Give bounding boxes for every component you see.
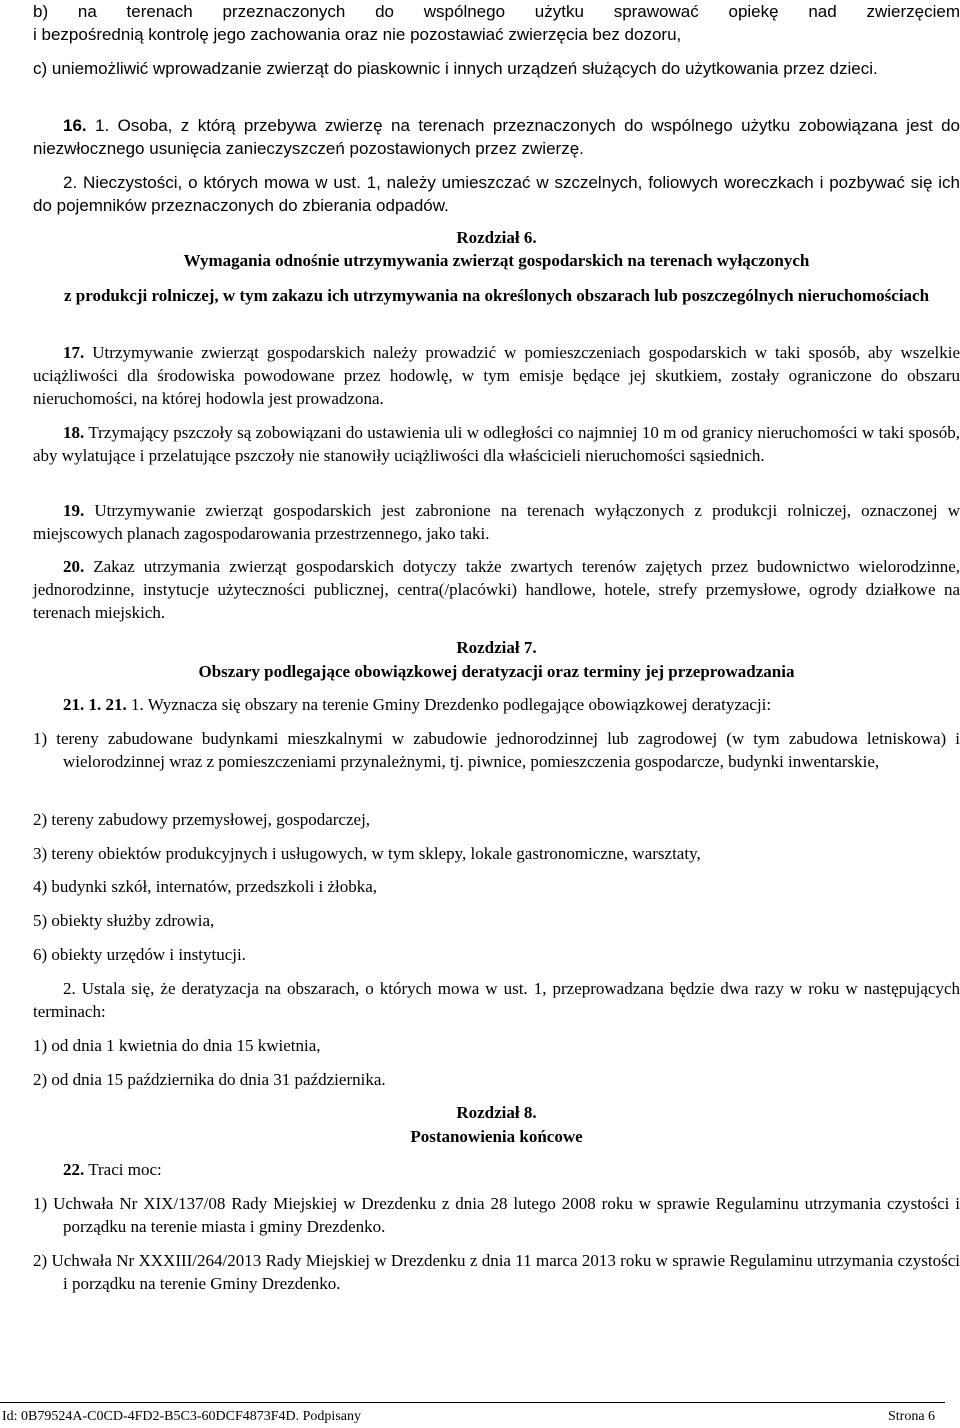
section-text: Utrzymywanie zwierząt gospodarskich należy prowadzić w pomieszczeniach gospodarskich w taki sposób, aby wszelkie uciążliwości dla środowiska powodowane przez hodowlę, w tym emisje będące jej skutkiem, zostały ograniczone do obszaru nieruchomości, na której hodowla jest prowadzona.	[33, 343, 960, 408]
clause-b-line2: i bezpośrednią kontrolę jego zachowania oraz nie pozostawiać zwierzęcia bez dozoru,	[33, 25, 682, 44]
section-number: 19.	[63, 501, 85, 520]
section-16-para-2: 2. Nieczystości, o których mowa w ust. 1, należy umieszczać w szczelnych, foliowych woreczkach i pozbywać się ich do pojemników przeznaczonych do zbierania odpadów.	[33, 173, 960, 215]
section-number: 20.	[63, 557, 85, 576]
chapter-6-label: Rozdział 6.	[456, 228, 537, 247]
clause-b-line1: b) na terenach przeznaczonych do wspólnego użytku sprawować opiekę nad zwierzęciem	[33, 2, 960, 21]
list-item: 1) od dnia 1 kwietnia do dnia 15 kwietnia,	[33, 1036, 321, 1055]
section-18	[33, 421, 960, 467]
section-21	[33, 693, 960, 716]
section-number: 21.	[105, 695, 127, 714]
clause-c: c) uniemożliwić wprowadzanie zwierząt do piaskownic i innych urządzeń służących do użytkowania przez dzieci.	[33, 59, 878, 78]
section-20	[33, 555, 960, 624]
section-text: Utrzymywanie zwierząt gospodarskich jest zabronione na terenach wyłączonych z produkcji rolniczej, oznaczonej w miejscowych planach zagospodarowania przestrzennego, jako taki.	[33, 501, 960, 543]
footer-document-id: Id: 0B79524A-C0CD-4FD2-B5C3-60DCF4873F4D. Podpisany	[2, 1409, 361, 1424]
section-number: 16.	[63, 116, 87, 135]
chapter-6-title-line2: z produkcji rolniczej, w tym zakazu ich utrzymywania na określonych obszarach lub poszczególnych nieruchomościach	[63, 286, 930, 305]
section-number: 17.	[63, 343, 85, 362]
section-16-para-1	[33, 114, 960, 160]
section-text: Zakaz utrzymania zwierząt gospodarskich dotyczy także zwartych terenów zajętych przez budownictwo wielorodzinne, jednorodzinne, instytucje użyteczności publicznej, centra(/placówki) handlowe, hotele, strefy przemysłowe, ogrody działkowe na terenach miejskich.	[33, 557, 960, 622]
footer-divider	[0, 1402, 945, 1403]
list-item: 4) budynki szkół, internatów, przedszkoli i żłobka,	[33, 877, 378, 896]
list-item: 2) od dnia 15 października do dnia 31 października.	[33, 1070, 386, 1089]
chapter-6-title-line1: Wymagania odnośnie utrzymywania zwierząt gospodarskich na terenach wyłączonych	[183, 251, 810, 270]
section-19	[33, 499, 960, 545]
list-item: 1) tereny zabudowane budynkami mieszkalnymi w zabudowie jednorodzinnej lub zagrodowej (w tym zabudowa letniskowa) i wielorodzinnej wraz z pomieszczeniami przynależnymi, tj. piwnice, pomieszczenia gospodarcze, budynki inwentarskie,	[33, 729, 960, 771]
list-item: 3) tereny obiektów produkcyjnych i usługowych, w tym sklepy, lokale gastronomiczne, warsztaty,	[33, 844, 701, 863]
chapter-8-label: Rozdział 8.	[456, 1103, 537, 1122]
list-item: 2) Uchwała Nr XXXIII/264/2013 Rady Miejskiej w Drezdenku z dnia 11 marca 2013 roku w sprawie Regulaminu utrzymania czystości i porządku na terenie Gminy Drezdenko.	[33, 1251, 960, 1293]
list-item: 6) obiekty urzędów i instytucji.	[33, 945, 246, 964]
section-text: Trzymający pszczoły są zobowiązani do ustawienia uli w odległości co najmniej 10 m od granicy nieruchomości w taki sposób, aby wylatujące i przelatujące pszczoły nie stanowiły uciążliwości dla właścicieli nieruchomości sąsiednich.	[33, 423, 960, 465]
list-item: 5) obiekty służby zdrowia,	[33, 911, 215, 930]
footer-page-number: Strona 6	[888, 1409, 936, 1424]
chapter-7-label: Rozdział 7.	[456, 638, 537, 657]
section-number: 21. 1.	[63, 695, 102, 714]
section-number: 22.	[63, 1160, 85, 1179]
section-text: Traci moc:	[88, 1160, 162, 1179]
section-text: 1. Osoba, z którą przebywa zwierzę na terenach przeznaczonych do wspólnego użytku zobowiązana jest do niezwłocznego usunięcia zanieczyszczeń pozostawionych przez zwierzę.	[33, 116, 960, 158]
section-number: 18.	[63, 423, 85, 442]
section-22	[33, 1158, 960, 1181]
section-21-para-2: 2. Ustala się, że deratyzacja na obszarach, o których mowa w ust. 1, przeprowadzana będzie dwa razy w roku w następujących terminach:	[33, 979, 960, 1021]
chapter-7-title: Obszary podlegające obowiązkowej deratyzacji oraz terminy jej przeprowadzania	[198, 662, 795, 681]
list-item: 2) tereny zabudowy przemysłowej, gospodarczej,	[33, 810, 371, 829]
chapter-8-title: Postanowienia końcowe	[410, 1127, 583, 1146]
section-17	[33, 341, 960, 410]
list-item: 1) Uchwała Nr XIX/137/08 Rady Miejskiej w Drezdenku z dnia 28 lutego 2008 roku w sprawie Regulaminu utrzymania czystości i porządku na terenie miasta i gminy Drezdenko.	[33, 1194, 960, 1236]
section-text: 1. Wyznacza się obszary na terenie Gminy Drezdenko podlegające obowiązkowej deratyzacji:	[131, 695, 772, 714]
